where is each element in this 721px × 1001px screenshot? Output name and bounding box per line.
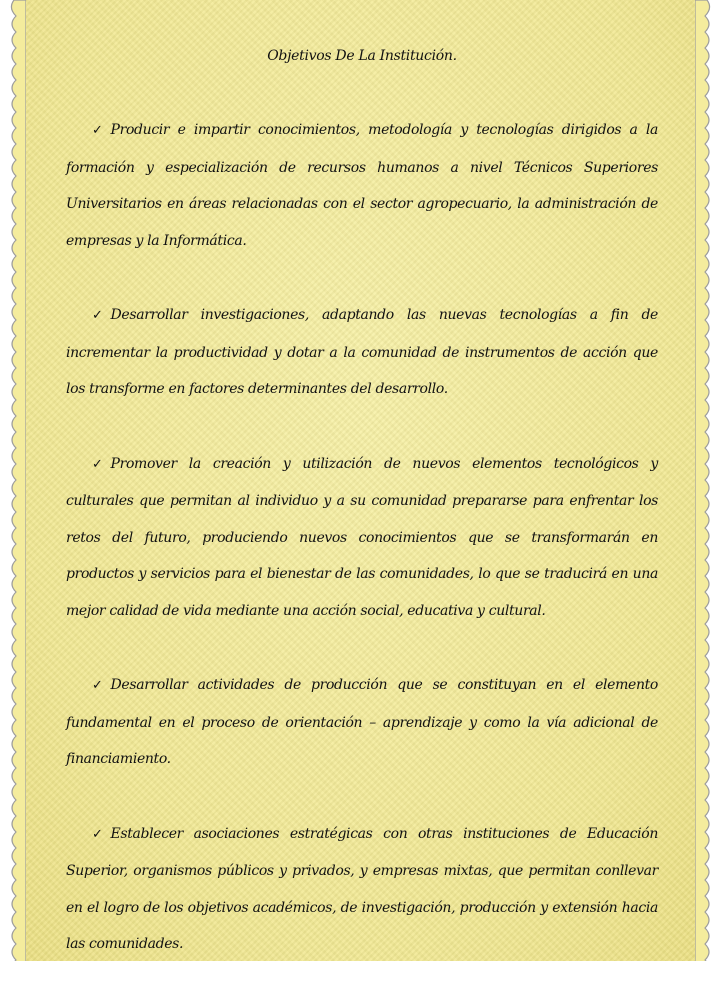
checkmark-icon: ✓ bbox=[92, 123, 103, 138]
checkmark-icon: ✓ bbox=[92, 308, 103, 323]
objective-text: Producir e impartir conocimientos, metodología y tecnologías dirigidos a la formación y especialización de recursos humanos a nivel Técnicos Superiores Universitarios en áreas relacionadas con el sector agropecuario, la administración de empresas y la Informática. bbox=[66, 122, 658, 249]
objective-item bbox=[66, 297, 658, 408]
document-title: Objetivos De La Institución. bbox=[267, 48, 457, 64]
objective-item bbox=[66, 816, 658, 963]
objective-text: Desarrollar actividades de producción que se constituyan en el elemento fundamental en el proceso de orientación – aprendizaje y como la vía adicional de financiamiento. bbox=[66, 677, 658, 767]
objective-text: Promover la creación y utilización de nuevos elementos tecnológicos y culturales que permitan al individuo y a su comunidad prepararse para enfrentar los retos del futuro, produciendo nuevos conocimientos que se transformarán en productos y servicios para el bienestar de las comunidades, lo que se traducirá en una mejor calidad de vida mediante una acción social, educativa y cultural. bbox=[66, 455, 658, 619]
document-body bbox=[66, 48, 658, 1001]
objective-text: Desarrollar investigaciones, adaptando las nuevas tecnologías a fin de incrementar la productividad y dotar a la comunidad de instrumentos de acción que los transforme en factores determinantes del desarrollo. bbox=[66, 307, 658, 397]
objective-item bbox=[66, 667, 658, 778]
checkmark-icon: ✓ bbox=[92, 678, 103, 693]
checkmark-icon: ✓ bbox=[92, 456, 103, 472]
parchment-left-edge bbox=[4, 0, 26, 961]
objective-text: Establecer asociaciones estratégicas con otras instituciones de Educación Superior, organismos públicos y privados, y empresas mixtas, que permitan conllevar en el logro de los objetivos académicos, de investigación, producción y extensión hacia las comunidades. bbox=[66, 825, 658, 952]
checkmark-icon: ✓ bbox=[92, 826, 103, 842]
parchment-right-edge bbox=[695, 0, 717, 961]
objective-item bbox=[66, 112, 658, 259]
objective-item bbox=[66, 446, 658, 630]
